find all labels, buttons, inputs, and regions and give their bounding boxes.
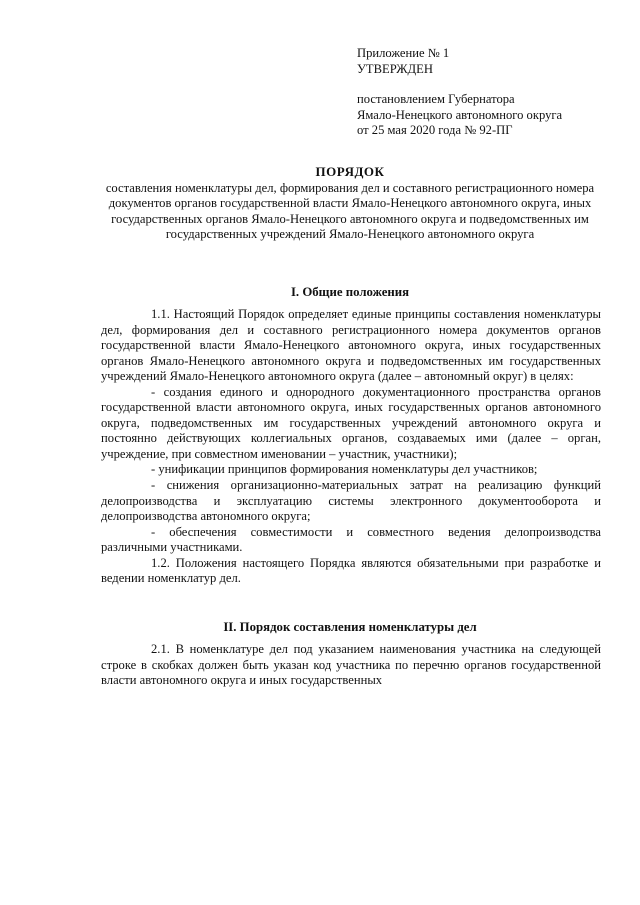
paragraph-2-1: 2.1. В номенклатуре дел под указанием наименования участника на следующей строке в скобках должен быть указан код участника по перечню органов государственной власти автономного округа и иных государственных [101,642,601,688]
purpose-item-4: - обеспечения совместимости и совместного ведения делопроизводства различными участниками. [101,524,601,555]
section-1-body [101,307,601,587]
document-title-block [100,164,600,243]
approved-label: УТВЕРЖДЕН [357,61,433,76]
appendix-number: Приложение № 1 [357,46,450,60]
approval-date: от 25 мая 2020 года № 92-ПГ [357,123,513,137]
purpose-item-3: - снижения организационно-материальных затрат на реализацию функций делопроизводства и эксплуатацию системы электронного документооборота и делопроизводства автономного округа; [101,478,601,524]
section-2-body [101,642,601,689]
approved-region-line: Ямало-Ненецкого автономного округа [357,107,563,122]
section-1-heading: I. Общие положения [290,285,410,299]
section-2-heading: II. Порядок составления номенклатуры дел [223,620,477,634]
purpose-item-1: - создания единого и однородного документационного пространства органов государственной власти автономного округа, иных государственных органов автономного округа, подведомственных им государственных учреждений автономного округа и постоянно действующих коллегиальных органов, создаваемых ими (далее – орган, учреждение, при совместном именовании – участник, участники); [101,384,601,461]
paragraph-1-1: 1.1. Настоящий Порядок определяет единые принципы составления номенклатуры дел, формирования дел и составного регистрационного номера документов органов государственной власти Ямало-Ненецкого автономного округа, иных государственных органов Ямало-Ненецкого автономного округа и подведомственных им государственных учреждений Ямало-Ненецкого автономного округа (далее – автономный округ) в целях: [101,307,601,384]
approval-stamp [357,46,627,139]
paragraph-1-2: 1.2. Положения настоящего Порядка являются обязательными при разработке и ведении номенклатур дел. [101,555,601,586]
document-subtitle: составления номенклатуры дел, формирования дел и составного регистрационного номера документов органов государственной власти Ямало-Ненецкого автономного округа, иных государственных органов Ямало-Ненецкого автономного округа и подведомственных им государственных учреждений Ямало-Ненецкого автономного округа [105,180,595,242]
approved-by-line: постановлением Губернатора [357,92,515,106]
document-title: ПОРЯДОК [315,164,385,179]
purpose-item-2: - унификации принципов формирования номенклатуры дел участников; [151,462,538,477]
